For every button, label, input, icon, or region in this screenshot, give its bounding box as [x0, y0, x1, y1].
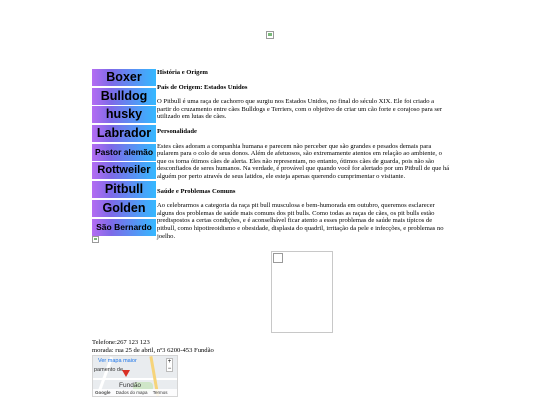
- view-larger-map-link[interactable]: Ver mapa maior: [98, 358, 137, 364]
- map-pin-icon[interactable]: [122, 370, 130, 377]
- heading-health: Saúde e Problemas Comuns: [157, 187, 236, 195]
- phone-text: Telefone:267 123 123: [92, 339, 150, 346]
- google-logo: Google: [95, 390, 111, 395]
- contact-footer: [92, 339, 214, 354]
- map-town-label: Fundão: [119, 382, 142, 389]
- nav-button-golden[interactable]: Golden: [92, 200, 156, 217]
- heading-history: História e Origem: [157, 69, 208, 76]
- paragraph-history: O Pitbull é uma raça de cachorro que surgiu nos Estados Unidos, no final do século XIX. Ele foi criado a partir do cruzamento entre cães Bulldogs e Terriers, com o objetivo de criar um cão forte e corajoso para ser utilizado em lutas de cães.: [157, 98, 443, 121]
- map-terms-link[interactable]: Termos: [152, 390, 168, 395]
- map-data-link[interactable]: Dados do mapa: [115, 390, 148, 395]
- map-place-label: pamento de...: [94, 367, 128, 373]
- zoom-in-button[interactable]: +: [167, 359, 172, 365]
- nav-button-boxer[interactable]: Boxer: [92, 69, 156, 86]
- nav-button-labrador[interactable]: Labrador: [92, 125, 156, 142]
- map-zoom-control[interactable]: [166, 358, 173, 372]
- embedded-map[interactable]: [92, 355, 178, 397]
- paragraph-personality: Estes cães adoram a companhia humana e parecem não perceber que são grandes e pesados demais para pularem para o colo de seus donos. Além de afetuosos, são extremamente atentos em relação ao ambiente, o que os torna ótimos cães de alerta. Eles não representam, no entanto, ótimos cães de guarda, pois não são desconfiados de seres humanos. Na verdade, é provável que quando você for alertado por um Pitbull de que há alguém por perto através de seus latidos, ele esteja apenas querendo cumprimentar o visitante.: [157, 142, 450, 180]
- breed-nav: [92, 69, 156, 237]
- heading-origin-country: País de Origem: Estados Unidos: [157, 83, 248, 91]
- zoom-out-button[interactable]: −: [167, 366, 172, 372]
- broken-content-image: [271, 251, 333, 333]
- nav-button-bulldog[interactable]: Bulldog: [92, 88, 156, 105]
- nav-button-husky[interactable]: husky: [92, 106, 156, 123]
- nav-button-sao-bernardo[interactable]: São Bernardo: [92, 219, 156, 236]
- broken-header-image: [266, 31, 274, 39]
- nav-button-pitbull[interactable]: Pitbull: [92, 181, 156, 198]
- paragraph-health: Ao celebrarmos a categoria da raça pit bull musculosa e bem-humorada em outubro, queremos esclarecer alguns dos problemas de saúde mais comuns dos pit bulls. Como todas as raças de cães, os pit bulls estão predispostos a certas condições, e é aconselhável ficar atento a esses problemas de saúde mais típicos de pitbull, como hipotireoidismo e obesidade, displasia do quadril, irritação da pele e infecções, e problemas no joelho.: [157, 202, 444, 240]
- address-text: morada: rua 25 de abril, nº3 6200-453 Fundão: [92, 346, 214, 354]
- broken-image-icon: [92, 236, 99, 243]
- article-content: [157, 69, 450, 247]
- nav-button-rottweiler[interactable]: Rottweiler: [92, 162, 156, 179]
- map-attribution-bar: [93, 389, 178, 396]
- nav-button-pastor-alemao[interactable]: Pastor alemão: [92, 144, 156, 161]
- heading-personality: Personalidade: [157, 127, 197, 135]
